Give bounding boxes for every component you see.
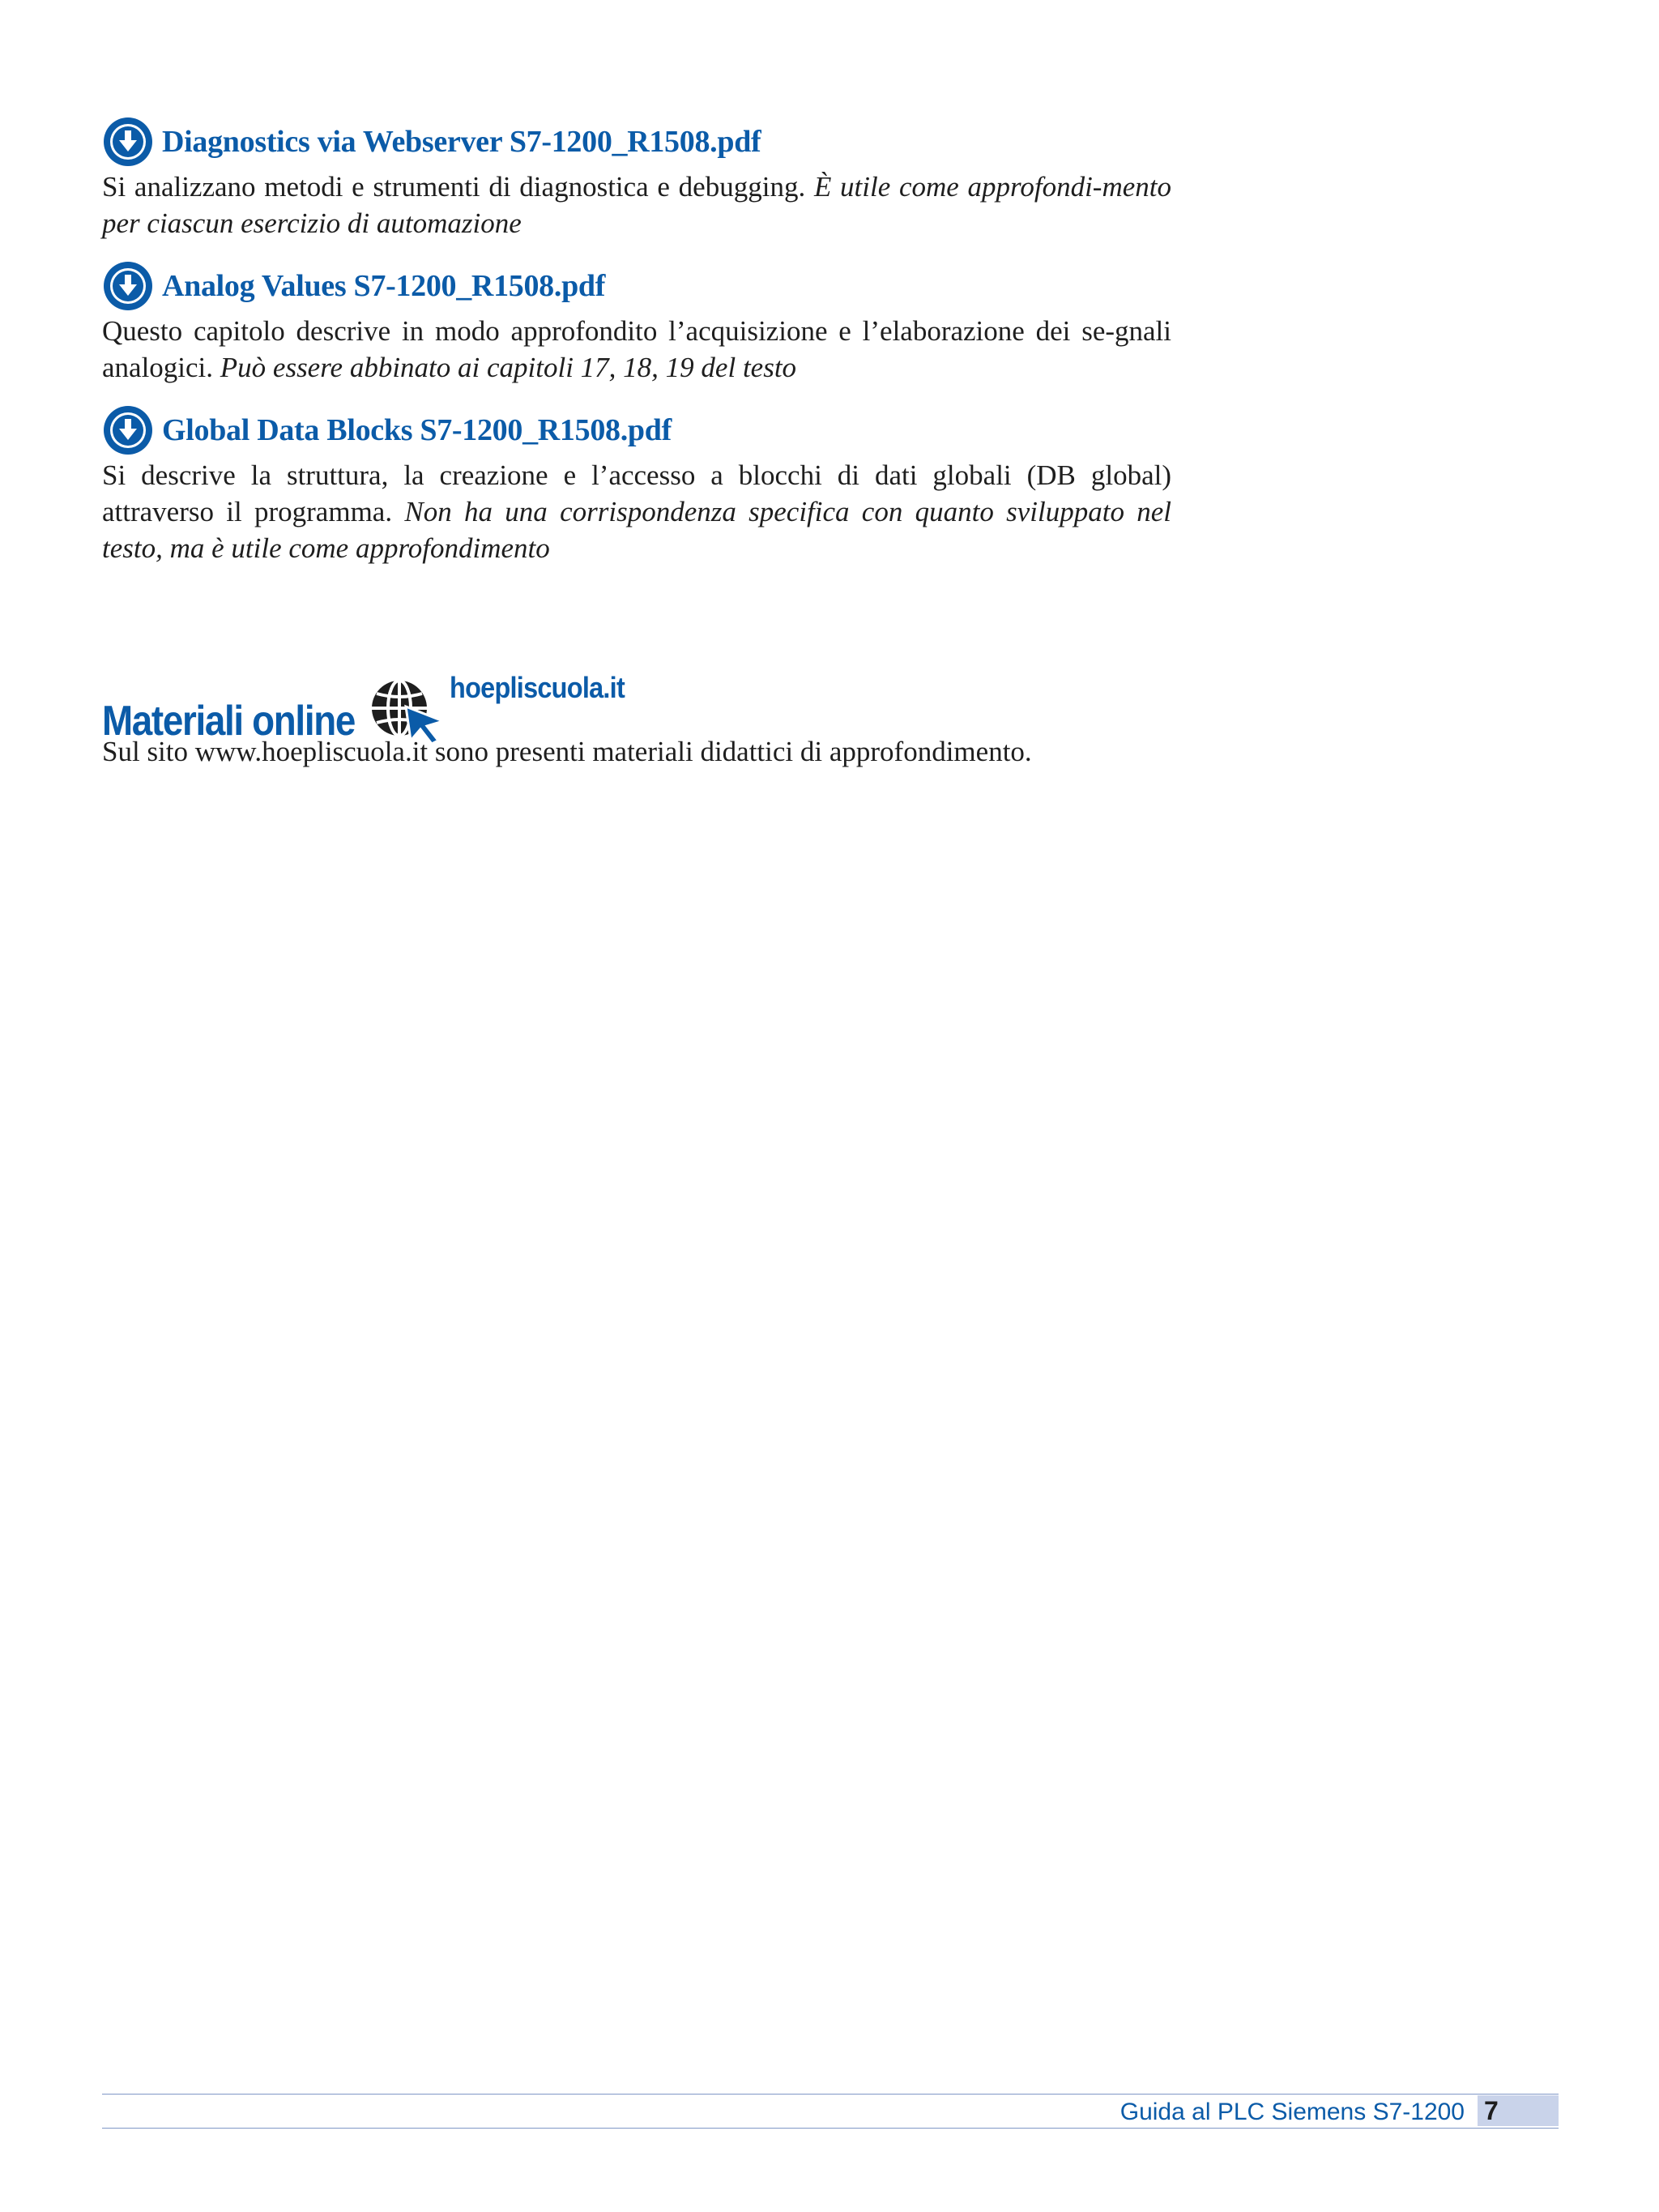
- download-description: [102, 313, 1171, 386]
- download-note: Non ha una corrispondenza specifica con quanto sviluppato nel testo, ma è utile come approfondimento: [102, 496, 1171, 564]
- download-link[interactable]: [102, 402, 1171, 459]
- online-materials-description: Sul sito www.hoepliscuola.it sono presenti materiali didattici di approfondimento.: [102, 736, 1032, 767]
- download-icon: [102, 260, 154, 312]
- download-title[interactable]: Analog Values S7-1200_R1508.pdf: [162, 269, 606, 303]
- site-link[interactable]: hoepliscuola.it: [449, 671, 625, 704]
- download-list: [102, 113, 1171, 583]
- download-entry: [102, 113, 1171, 241]
- footer-separator: [1473, 2095, 1476, 2128]
- download-description-text: Questo capitolo descrive in modo approfondito l’acquisizione e l’elaborazione dei se-gnali analogici.: [102, 315, 1171, 383]
- download-note: È utile come approfondi-mento per ciascun esercizio di automazione: [102, 171, 1171, 239]
- download-description: [102, 457, 1171, 566]
- download-note: Può essere abbinato ai capitoli 17, 18, 19 del testo: [220, 352, 797, 383]
- footer-divider: [102, 2094, 1559, 2095]
- download-description-text: Si descrive la struttura, la creazione e l’accesso a blocchi di dati globali (DB global) attraverso il programma.: [102, 459, 1171, 527]
- footer-divider: [102, 2128, 1559, 2129]
- download-title[interactable]: Diagnostics via Webserver S7-1200_R1508.pdf: [162, 125, 761, 159]
- page-number: 7: [1478, 2095, 1559, 2126]
- download-icon: [102, 404, 154, 456]
- download-title[interactable]: Global Data Blocks S7-1200_R1508.pdf: [162, 413, 672, 447]
- download-link[interactable]: [102, 113, 1171, 170]
- download-entry: [102, 402, 1171, 566]
- online-materials-title: Materiali online: [102, 698, 355, 745]
- download-entry: [102, 258, 1171, 386]
- download-description-text: Si analizzano metodi e strumenti di diagnostica e debugging.: [102, 171, 806, 203]
- download-description: [102, 169, 1171, 241]
- download-icon: [102, 116, 154, 168]
- footer-book-title: Guida al PLC Siemens S7-1200: [1120, 2099, 1465, 2125]
- download-link[interactable]: [102, 258, 1171, 314]
